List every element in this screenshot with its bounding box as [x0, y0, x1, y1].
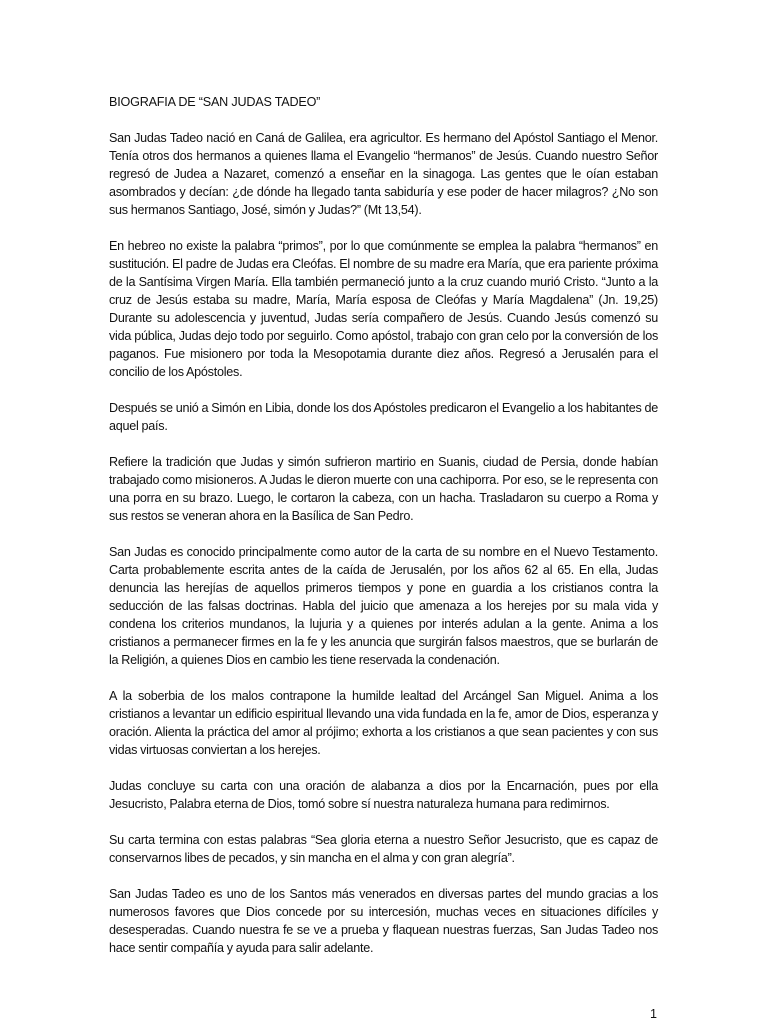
paragraph-veneration: San Judas Tadeo es uno de los Santos más venerados en diversas partes del mundo gracias a los numerosos favores que Dios concede por su intercesión, muchas veces en situaciones difíciles y desesperadas. Cuando nuestra fe se ve a prueba y flaquean nuestras fuerzas, San Judas Tadeo nos hace sentir compañía y ayuda para salir adelante. — [109, 887, 658, 955]
document-body — [109, 93, 658, 975]
paragraph-birth-and-family: San Judas Tadeo nació en Caná de Galilea, era agricultor. Es hermano del Apóstol Santiago el Menor. Tenía otros dos hermanos a quienes llama el Evangelio “hermanos” de Jesús. Cuando nuestro Señor regresó de Judea a Nazaret, comenzó a enseñar en la sinagoga. Las gentes que le oían estaban asombrados y decían: ¿de dónde ha llegado tanta sabiduría y ese poder de hacer milagros? ¿No son sus hermanos Santiago, José, simón y Judas?” (Mt 13,54). — [109, 131, 658, 217]
paragraph-libya: Después se unió a Simón en Libia, donde los dos Apóstoles predicaron el Evangelio a los habitantes de aquel país. — [109, 401, 658, 433]
document-title: BIOGRAFIA DE “SAN JUDAS TADEO” — [109, 95, 321, 109]
paragraph-parents-and-mission: En hebreo no existe la palabra “primos”, por lo que comúnmente se emplea la palabra “hermanos” en sustitución. El padre de Judas era Cleófas. El nombre de su madre era María, que era pariente próxima de la Santísima Virgen María. Ella también permaneció junto a la cruz cuando murió Cristo. “Junto a la cruz de Jesús estaba su madre, María, María esposa de Cleófas y María Magdalena” (Jn. 19,25) Durante su adolescencia y juventud, Judas sería compañero de Jesús. Cuando Jesús comenzó su vida pública, Judas dejo todo por seguirlo. Como apóstol, trabajo con gran celo por la conversión de los paganos. Fue misionero por toda la Mesopotamia durante diez años. Regresó a Jerusalén para el concilio de los Apóstoles. — [109, 239, 658, 379]
paragraph-humility: A la soberbia de los malos contrapone la humilde lealtad del Arcángel San Miguel. Anima a los cristianos a levantar un edificio espiritual llevando una vida fundada en la fe, amor de Dios, esperanza y oración. Alienta la práctica del amor al prójimo; exhorta a los cristianos a que sean pacientes y con sus vidas virtuosas conviertan a los herejes. — [109, 689, 658, 757]
paragraph-letter: San Judas es conocido principalmente como autor de la carta de su nombre en el Nuevo Testamento. Carta probablemente escrita antes de la caída de Jerusalén, por los años 62 al 65. En ella, Judas denuncia las herejías de aquellos primeros tiempos y pone en guardia a los cristianos contra la seducción de las falsas doctrinas. Habla del juicio que amenaza a los herejes por su mala vida y condena los criterios mundanos, la lujuria y a quienes por interés adulan a la gente. Anima a los cristianos a permanecer firmes en la fe y les anuncia que surgirán falsos maestros, que se burlarán de la Religión, a quienes Dios en cambio les tiene reservada la condenación. — [109, 545, 658, 667]
paragraph-letter-ending: Su carta termina con estas palabras “Sea gloria eterna a nuestro Señor Jesucristo, que es capaz de conservarnos libes de pecados, y sin mancha en el alma y con gran alegría”. — [109, 833, 658, 865]
paragraph-letter-conclusion: Judas concluye su carta con una oración de alabanza a dios por la Encarnación, pues por ella Jesucristo, Palabra eterna de Dios, tomó sobre sí nuestra naturaleza humana para redimirnos. — [109, 779, 658, 811]
paragraph-martyrdom: Refiere la tradición que Judas y simón sufrieron martirio en Suanis, ciudad de Persia, donde habían trabajado como misioneros. A Judas le dieron muerte con una cachiporra. Por eso, se le representa con una porra en su brazo. Luego, le cortaron la cabeza, con un hacha. Trasladaron su cuerpo a Roma y sus restos se veneran ahora en la Basílica de San Pedro. — [109, 455, 658, 523]
page-number: 1 — [650, 1007, 658, 1021]
